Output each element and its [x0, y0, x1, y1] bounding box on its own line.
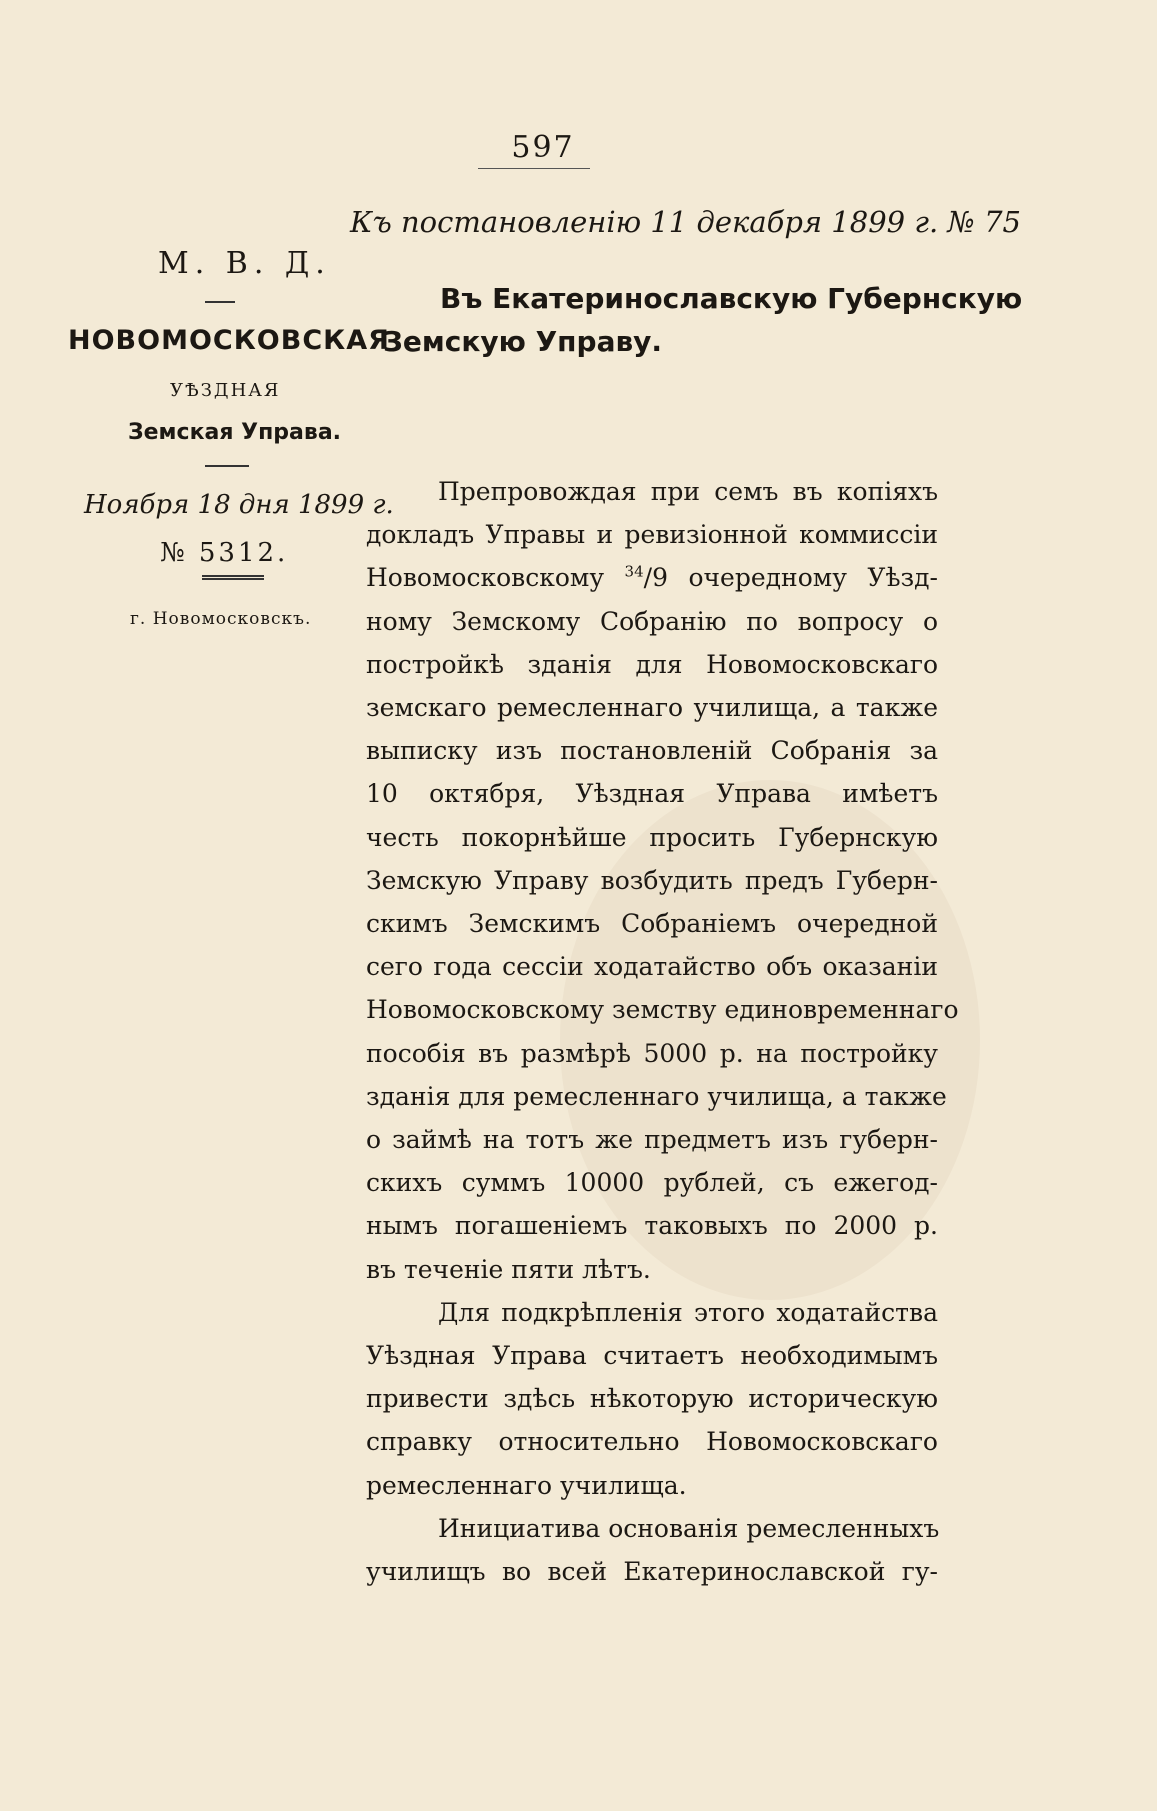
body-line: скимъ Земскимъ Собраніемъ очередной — [366, 909, 938, 939]
page-number: 597 — [511, 130, 575, 165]
registration-number: № 5312. — [160, 538, 289, 568]
letter-body — [366, 470, 959, 1593]
body-line: Препровождая при семъ въ копіяхъ — [438, 477, 938, 506]
addressee-line-1: Въ Екатеринославскую Губернскую — [440, 282, 1023, 315]
body-line: справку относительно Новомосковскаго — [366, 1427, 938, 1457]
body-line: постройкѣ зданія для Новомосковскаго — [366, 649, 938, 679]
body-line: училищъ во всей Екатеринославской гу- — [366, 1557, 938, 1587]
body-line: выписку изъ постановленій Собранія за — [366, 736, 938, 766]
body-line: пособія въ размѣрѣ 5000 р. на постройку — [366, 1038, 938, 1068]
sender-type: УѢЗДНАЯ — [170, 380, 281, 401]
resolution-reference: Къ постановленію 11 декабря 1899 г. № 75 — [350, 205, 1021, 239]
body-line: ному Земскому Собранію по вопросу о — [366, 606, 938, 636]
body-line: земскаго ремесленнаго училища, а также — [366, 693, 938, 723]
sender-town: г. Новомосковскъ. — [130, 609, 312, 629]
body-line: зданія для ремесленнаго училища, а также — [366, 1081, 947, 1111]
number-double-rule — [202, 575, 264, 580]
letter-date: Ноября 18 дня 1899 г. — [84, 490, 394, 520]
body-line: привести здѣсь нѣкоторую историческую — [366, 1384, 938, 1414]
sender-name: НОВОМОСКОВСКАЯ — [68, 325, 390, 356]
body-line: сего года сессіи ходатайство объ оказаніи — [366, 952, 938, 982]
page-number-rule — [478, 168, 590, 169]
body-line: 10 октября, Уѣздная Управа имѣетъ — [366, 779, 938, 809]
fraction-denominator: 9 — [652, 563, 668, 593]
body-line: нымъ погашеніемъ таковыхъ по 2000 р. — [366, 1211, 938, 1241]
ministry-rule — [205, 301, 235, 303]
body-line: ремесленнаго училища. — [366, 1470, 687, 1500]
body-line: Для подкрѣпленія этого ходатайства — [438, 1297, 938, 1327]
body-line: докладъ Управы и ревизіонной коммиссіи — [366, 520, 938, 550]
body-line: скихъ суммъ 10000 рублей, съ ежегод- — [366, 1168, 938, 1198]
fraction-numerator: 34 — [624, 563, 644, 582]
addressee-line-2: Земскую Управу. — [383, 325, 663, 358]
body-line-part: очередному Уѣзд- — [667, 563, 938, 593]
ministry-abbreviation: М. В. Д. — [158, 246, 331, 281]
body-line: Инициатива основанія ремесленныхъ — [438, 1513, 940, 1543]
body-line-part: Новомосковскому — [366, 563, 625, 593]
body-line: честь покорнѣйше просить Губернскую — [366, 822, 938, 852]
body-line-with-fraction: Новомосковскому $^{34}$/9 очередному Уѣзд- — [366, 563, 938, 593]
sender-body: Земская Управа. — [128, 420, 342, 445]
body-line: Земскую Управу возбудить предъ Губерн- — [366, 865, 938, 895]
sender-rule — [205, 465, 249, 467]
body-line: въ теченіе пяти лѣтъ. — [366, 1254, 651, 1284]
body-line: Уѣздная Управа считаетъ необходимымъ — [366, 1341, 938, 1371]
body-line: Новомосковскому земству единовременнаго — [366, 995, 959, 1025]
body-line: о займѣ на тотъ же предметъ изъ губерн- — [366, 1125, 938, 1155]
